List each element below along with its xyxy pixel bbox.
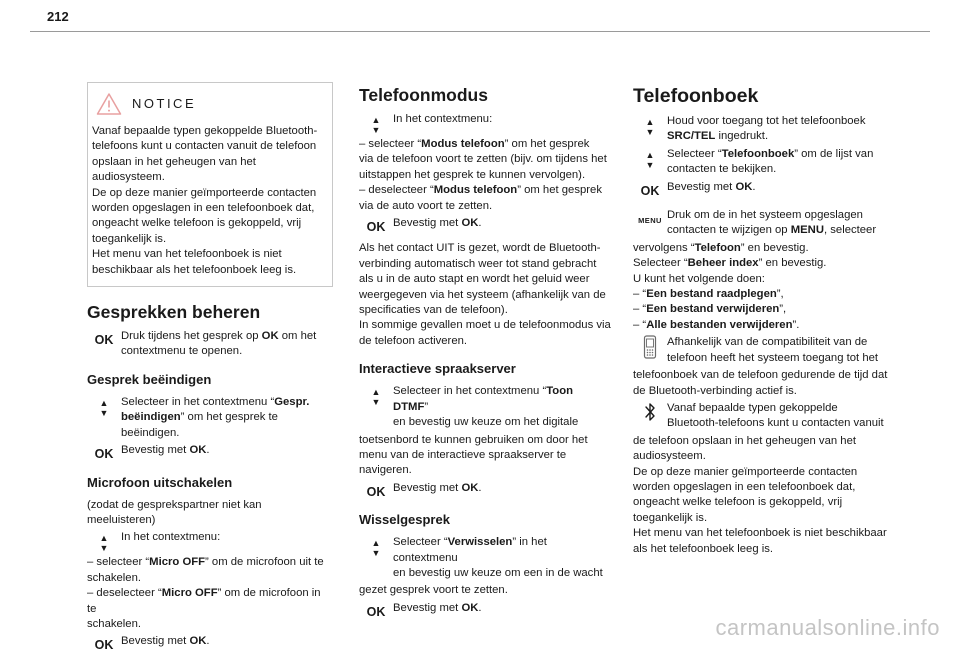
up-down-arrows-icon: ▲ ▼: [645, 149, 655, 170]
ok-button-icon: OK: [94, 638, 114, 649]
column-3: [633, 82, 888, 557]
phone-mode-heading: Telefoonmodus: [359, 85, 488, 105]
switch-select-continued: gezet gesprek voort te zetten.: [359, 584, 508, 597]
voice-select-step: ▲ ▼ Selecteer in het contextmenu “Toon DTMF” en bevestig uw keuze om het digitale: [371, 385, 579, 429]
up-down-arrows-icon: ▲ ▼: [99, 397, 109, 418]
ok-button-icon: OK: [366, 484, 386, 499]
end-call-heading: Gesprek beëindigen: [87, 371, 212, 387]
mute-mic-intro: (zodat de gesprekspartner niet kan meeluisteren): [87, 498, 262, 526]
phone-icon: [643, 335, 657, 359]
up-down-arrows-icon: ▲ ▼: [371, 538, 381, 559]
phonebook-menu-continued: vervolgens “Telefoon” en bevestig. Selecteer “Beheer index” en bevestig. U kunt het volgende doen: – “Een bestand raadplegen”, – “Een bestand verwijderen”, – “Alle bestanden verwijderen”.: [633, 241, 827, 331]
ok-button-icon: OK: [640, 183, 660, 198]
up-down-arrows-icon: ▲ ▼: [99, 533, 109, 554]
phone-mode-option-1: – selecteer “Modus telefoon” om het gesprek via de telefoon voort te zetten (bijv. om tijdens het uitstappen het gesprek te kunnen vervolgen).: [359, 138, 607, 181]
mute-context-step: ▲ ▼ In het contextmenu:: [99, 531, 221, 554]
manage-calls-heading: Gesprekken beheren: [87, 302, 261, 323]
notice-box: [87, 82, 333, 287]
phone-mode-context-step: ▲ ▼ In het contextmenu:: [371, 113, 493, 135]
warning-icon: [96, 92, 122, 116]
voice-confirm-step: OK Bevestig met OK.: [366, 481, 482, 499]
phone-mode-confirm-step: OK Bevestig met OK.: [366, 217, 482, 235]
phonebook-heading: Telefoonboek: [633, 85, 759, 107]
ok-button-icon: OK: [366, 220, 386, 235]
notice-body: Vanaf bepaalde typen gekoppelde Bluetooth- telefoons kunt u contacten vanuit de telefoon opslaan in het geheugen van het audiosysteem. De op deze manier geïmporteerde contacten worden opgeslagen in een telefoonboek dat, ongeacht welke telefoon is gekoppeld, vrij toegankelijk is. Het menu van het telefoonboek is niet beschikbaar als het telefoonboek leeg is.: [92, 125, 318, 276]
bluetooth-note-continued: de telefoon opslaan in het geheugen van het audiosysteem. De op deze manier geïmporteerde contacten worden opgeslagen in een telefoonboek dat, ongeacht welke telefoon is gekoppeld, vrij toegankelijk is. Het menu van het telefoonboek is niet beschikbaar als het telefoonboek leeg is.: [633, 434, 887, 555]
switch-select-step: ▲ ▼ Selecteer “Verwisselen” in het contextmenu en bevestig uw keuze om een in de wacht: [371, 536, 603, 579]
manage-ok-step: OK Druk tijdens het gesprek op OK om het contextmenu te openen.: [94, 330, 317, 358]
phonebook-step-3: OK Bevestig met OK.: [640, 180, 756, 198]
mute-option-2: – deselecteer “Micro OFF” om de microfoon in te schakelen.: [87, 587, 321, 630]
phonebook-step-2: ▲ ▼ Selecteer “Telefoonboek” om de lijst van contacten te bekijken.: [645, 147, 874, 176]
ok-button-icon: OK: [366, 604, 386, 619]
voice-select-continued: toetsenbord te kunnen gebruiken om door het menu van de interactieve spraakserver te navigeren.: [359, 433, 588, 477]
phone-mode-option-2: – deselecteer “Modus telefoon” om het gesprek via de auto voort te zetten.: [359, 184, 602, 212]
up-down-arrows-icon: ▲ ▼: [645, 117, 655, 137]
notice-header: [92, 91, 326, 117]
menu-button-icon: MENU: [638, 216, 662, 226]
mute-mic-heading: Microfoon uitschakelen: [87, 474, 233, 490]
voice-server-heading: Interactieve spraakserver: [359, 361, 516, 377]
up-down-arrows-icon: ▲ ▼: [371, 387, 381, 408]
call-waiting-heading: Wisselgesprek: [359, 512, 450, 528]
phonebook-menu-step: MENU Druk om de in het systeem opgeslagen contacten te wijzigen op MENU, selecteer: [638, 209, 877, 237]
top-rule: [30, 31, 930, 32]
bluetooth-icon: [644, 401, 656, 423]
watermark: carmanualsonline.info: [715, 615, 940, 640]
column-1: [87, 82, 333, 649]
mute-option-1: – selecteer “Micro OFF” om de microfoon uit te schakelen.: [87, 556, 324, 584]
switch-confirm-step: OK Bevestig met OK.: [366, 601, 482, 619]
column-2: [359, 82, 611, 622]
ok-button-icon: OK: [94, 447, 114, 462]
compatibility-note-continued: telefoonboek van de telefoon gedurende de tijd dat de Bluetooth-verbinding actief is.: [633, 369, 888, 397]
end-call-select-step: ▲ ▼ Selecteer in het contextmenu “Gespr. beëindigen” om het gesprek te beëindigen.: [99, 395, 310, 439]
page-number: 212: [47, 9, 69, 24]
mute-confirm-step: OK Bevestig met OK.: [87, 634, 333, 649]
bluetooth-note: Vanaf bepaalde typen gekoppelde Bluetooth-telefoons kunt u contacten vanuit: [633, 401, 888, 432]
phonebook-step-1: ▲ ▼ Houd voor toegang tot het telefoonboek SRC/TEL ingedrukt.: [645, 115, 866, 143]
ok-button-icon: OK: [94, 333, 114, 348]
compatibility-note: Afhankelijk van de compatibiliteit van de telefoon heeft het systeem toegang tot het: [633, 335, 888, 366]
phone-mode-info: Als het contact UIT is gezet, wordt de Bluetooth- verbinding automatisch weer tot stand gebracht als u in de auto stapt en wordt het geluid weer weergegeven via het systeem (afhankelijk van de specificaties van de telefoon). In sommige gevallen moet u de telefoonmodus via de telefoon activeren.: [359, 242, 611, 347]
end-call-confirm-step: OK Bevestig met OK.: [94, 444, 210, 462]
up-down-arrows-icon: ▲ ▼: [371, 115, 381, 135]
notice-title: NOTICE: [132, 96, 197, 112]
